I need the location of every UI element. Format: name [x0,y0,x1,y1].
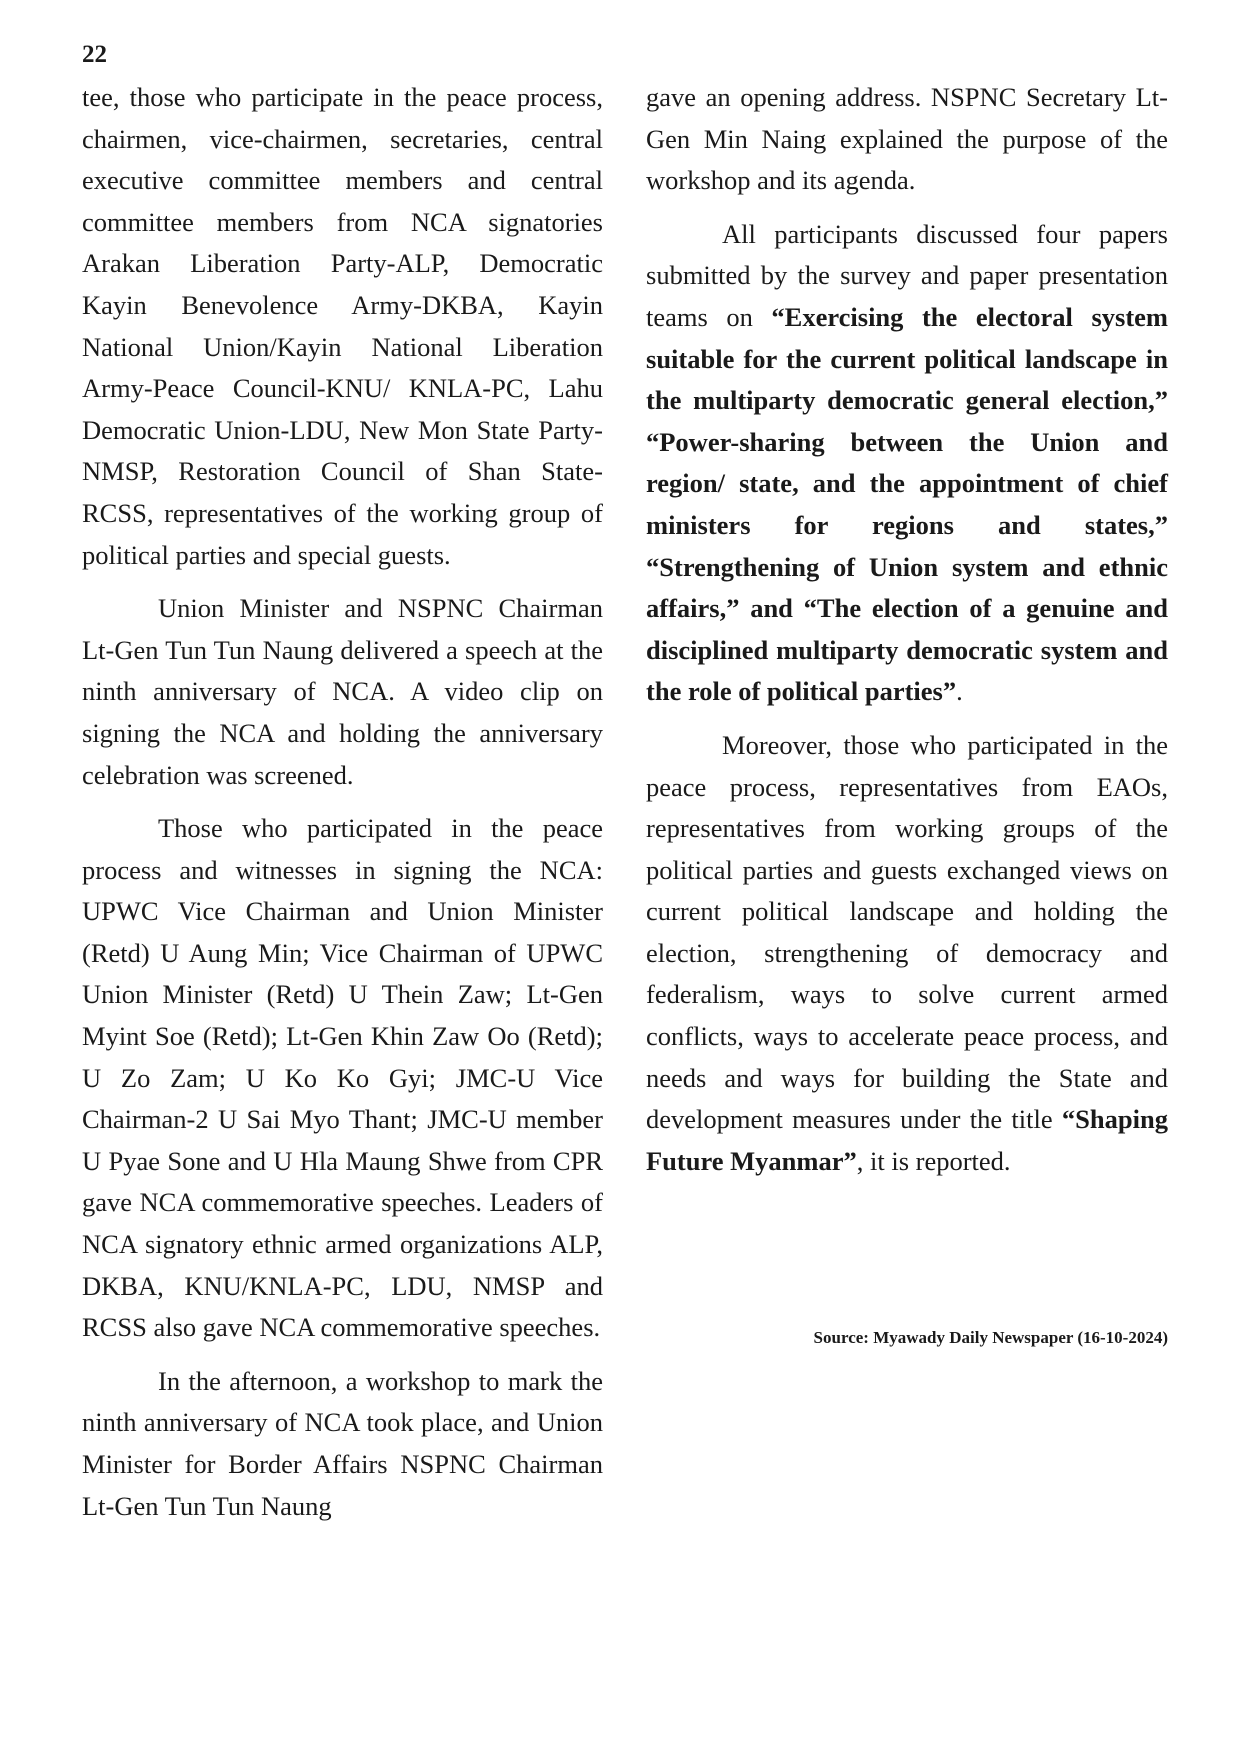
paragraph: gave an opening address. NSPNC Secretary Lt-Gen Min Naing explained the purpose of the workshop and its agenda. [646,82,1168,196]
paragraph-end: , it is reported. [856,1145,1011,1176]
source-citation: Source: Myawady Daily Newspaper (16-10-2024) [813,1328,1168,1347]
paragraph: In the afternoon, a workshop to mark the ninth anniversary of NCA took place, and Union Minister for Border Affairs NSPNC Chairman Lt-Gen Tun Tun Naung [82,1365,603,1521]
paragraph: Those who participated in the peace process and witnesses in signing the NCA: UPWC Vice Chairman and Union Minister (Retd) U Aung Min; Vice Chairman of UPWC Union Minister (Retd) U Thein Zaw; Lt-Gen Myint Soe (Retd); Lt-Gen Khin Zaw Oo (Retd); U Zo Zam; U Ko Ko Gyi; JMC-U Vice Chairman-2 U Sai Myo Thant; JMC-U member U Pyae Sone and U Hla Maung Shwe from CPR gave NCA commemorative speeches. Leaders of NCA signatory ethnic armed organizations ALP, DKBA, KNU/KNLA-PC, LDU, NMSP and RCSS also gave NCA commemorative speeches. [82,813,603,1343]
left-column [82,77,603,1539]
title-bold: “Shaping Future Myanmar” [646,1104,1168,1176]
page-number: 22 [82,41,107,68]
paragraph-intro: Moreover, those who participated in the peace process, representatives from EAOs, representatives from working groups of the political parties and guests exchanged views on current political landscape and holding the election, strengthening of democracy and federalism, ways to solve current armed conflicts, ways to accelerate peace process, and needs and ways for building the State and development measures under the title [646,729,1168,1135]
paragraph: Union Minister and NSPNC Chairman Lt-Gen Tun Tun Naung delivered a speech at the ninth anniversary of NCA. A video clip on signing the NCA and holding the anniversary celebration was screened. [82,593,603,790]
right-column [646,77,1168,1194]
paragraph-shaping-future [646,725,1168,1183]
paragraph-paper-topics [646,214,1168,713]
paragraph: tee, those who participate in the peace process, chairmen, vice-chairmen, secretaries, central executive committee members and central committee members from NCA signatories Arakan Liberation Party-ALP, Democratic Kayin Benevolence Army-DKBA, Kayin National Union/Kayin National Liberation Army-Peace Council-KNU/ KNLA-PC, Lahu Democratic Union-LDU, New Mon State Party-NMSP, Restoration Council of Shan State-RCSS, representatives of the working group of political parties and special guests. [82,82,603,570]
paper-topics-bold: “Exercising the electoral system suitable for the current political landscape in the multiparty democratic general election,” “Power-sharing between the Union and region/ state, and the appointment of chief ministers for regions and states,” “Strengthening of Union system and ethnic affairs,” and “The election of a genuine and disciplined multiparty democratic system and the role of political parties” [646,301,1169,707]
paragraph-intro: All participants discussed four papers submitted by the survey and paper presentation teams on [646,218,1168,332]
paragraph-end: . [956,676,963,707]
